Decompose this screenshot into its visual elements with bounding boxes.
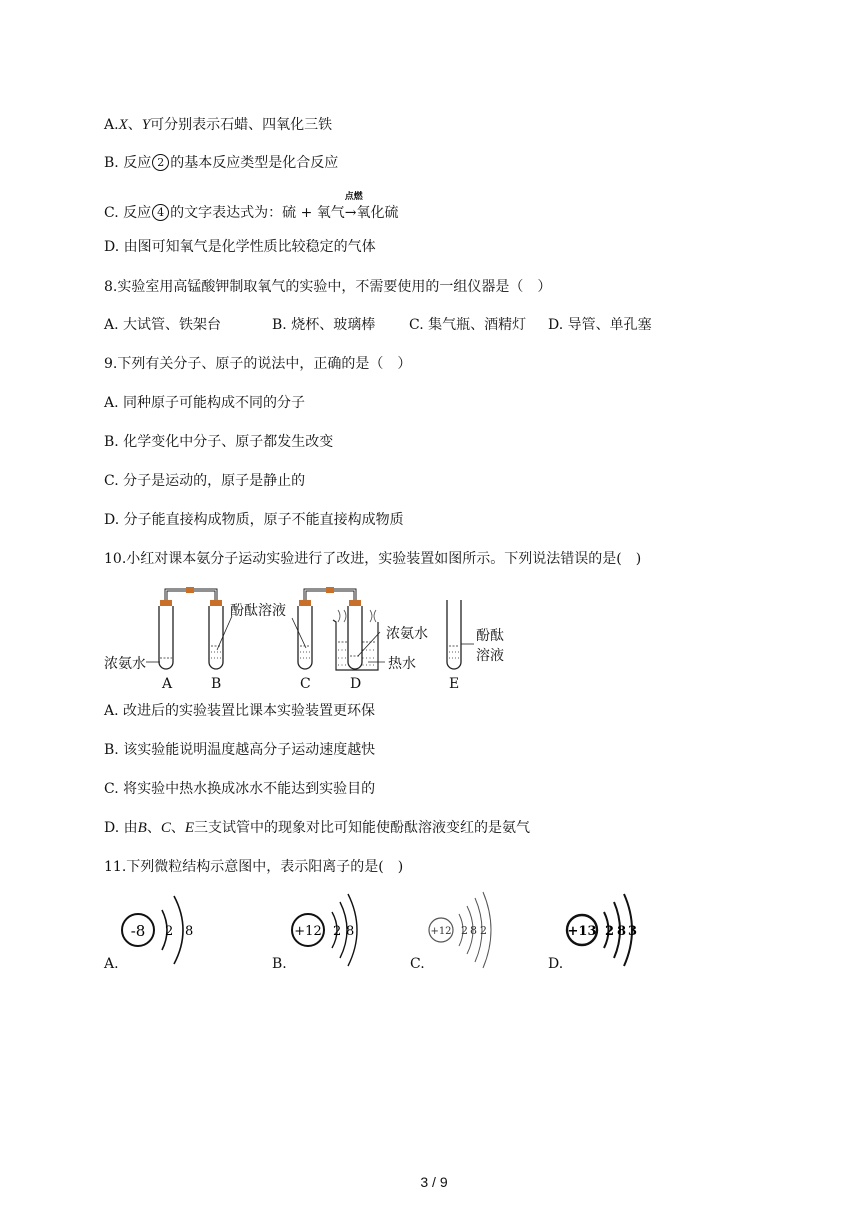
q8-option-b: B. 烧杯、玻璃棒 (272, 317, 376, 333)
diagram-label-b: B. (272, 956, 287, 972)
var-c: C (160, 820, 171, 836)
circled-number: 2 (152, 154, 169, 171)
q8-stem: 8.实验室用高锰酸钾制取氧气的实验中，不需要使用的一组仪器是（ ） (104, 279, 552, 295)
reaction-arrow (344, 192, 363, 223)
option-text: 三支试管中的现象对比可知能使酚酞溶液变红的是氨气 (194, 820, 530, 836)
shell-electrons: 8 (346, 924, 355, 939)
option-text: 的基本反应类型是化合反应 (170, 155, 339, 171)
diagram-label-a: A. (104, 956, 119, 972)
reactant-oxygen: 氧气 (316, 205, 345, 221)
label-ammonia-left: 浓氨水 (104, 656, 146, 672)
circled-number: 4 (152, 204, 169, 221)
q7-option-d: D. 由图可知氧气是化学性质比较稳定的气体 (104, 239, 376, 255)
reaction-condition: 点燃 (344, 192, 363, 202)
label-tube-c: C (300, 676, 311, 692)
option-text: 可分别表示石蜡、四氧化三铁 (150, 117, 333, 133)
q8-option-a: A. 大试管、铁架台 (104, 317, 222, 333)
shell-electrons: 3 (628, 924, 638, 939)
nucleus-charge: +12 (430, 926, 452, 937)
diagram-label-d: D. (548, 956, 564, 972)
q8-option-c: C. 集气瓶、酒精灯 (409, 317, 527, 333)
atom-diagram-d (562, 890, 652, 970)
var-b: B (137, 820, 147, 836)
shell-electrons: 8 (470, 924, 477, 937)
option-label: A. (104, 117, 119, 133)
nucleus-charge: +12 (294, 924, 322, 939)
label-phenol-e-line1: 酚酞 (476, 628, 504, 644)
q9-option-c: C. 分子是运动的，原子是静止的 (104, 473, 306, 489)
nucleus-charge: +13 (567, 924, 597, 939)
q10-option-d (104, 818, 530, 838)
test-tube-b (209, 600, 232, 669)
option-text: 的文字表达式为：硫 (170, 205, 297, 221)
atom-diagram-a (118, 890, 208, 970)
label-phenol-e-line2: 溶液 (476, 648, 504, 664)
q9-stem: 9.下列有关分子、原子的说法中，正确的是（ ） (104, 356, 412, 372)
label-tube-b: B (211, 676, 222, 692)
diagram-label-c: C. (410, 956, 425, 972)
separator: 、 (146, 820, 161, 836)
plus-sign: + (296, 205, 317, 221)
q10-option-a: A. 改进后的实验装置比课本实验装置更环保 (104, 703, 376, 719)
label-hot-water: 热水 (388, 656, 416, 672)
var-y: Y (141, 117, 151, 133)
q10-stem: 10.小红对课本氨分子运动实验进行了改进，实验装置如图所示。下列说法错误的是( ) (104, 551, 642, 567)
q9-option-a: A. 同种原子可能构成不同的分子 (104, 395, 306, 411)
clamp-icon (326, 587, 334, 593)
q10-option-c: C. 将实验中热水换成冰水不能达到实验目的 (104, 781, 376, 797)
atom-diagram-b (288, 890, 378, 970)
page-number: 3 / 9 (420, 1174, 448, 1190)
var-x: X (118, 117, 128, 133)
q7-option-a (104, 115, 332, 135)
label-ammonia-right: 浓氨水 (386, 626, 428, 642)
q7-option-b (104, 153, 338, 173)
shell-electrons: 2 (165, 924, 174, 939)
label-tube-a: A (162, 676, 173, 692)
shell-electrons: 2 (461, 924, 468, 937)
q7-option-c (104, 192, 399, 223)
label-tube-d: D (350, 676, 362, 692)
separator: 、 (170, 820, 185, 836)
shell-electrons: 2 (480, 924, 487, 937)
q8-option-d: D. 导管、单孔塞 (548, 317, 652, 333)
atom-diagram-c (425, 890, 505, 970)
q10-option-b: B. 该实验能说明温度越高分子运动速度越快 (104, 742, 376, 758)
beaker-with-test-tube-d (333, 600, 385, 670)
shell-electrons: 8 (185, 924, 194, 939)
option-label: C. 反应 (104, 205, 152, 221)
var-e: E (184, 820, 194, 836)
option-label: B. 反应 (104, 155, 152, 171)
arrow-icon: → (344, 205, 357, 221)
q9-option-b: B. 化学变化中分子、原子都发生改变 (104, 434, 334, 450)
test-tube-e (447, 600, 474, 669)
q9-option-d: D. 分子能直接构成物质，原子不能直接构成物质 (104, 512, 404, 528)
product-text: 氧化硫 (356, 205, 399, 221)
separator: 、 (127, 117, 142, 133)
shell-electrons: 2 (333, 924, 342, 939)
test-tube-c (292, 600, 312, 669)
clamp-icon (186, 587, 194, 593)
shell-electrons: 8 (617, 924, 627, 939)
option-label: D. 由 (104, 820, 138, 836)
label-tube-e: E (449, 676, 460, 692)
shell-electrons: 2 (605, 924, 615, 939)
q11-stem: 11.下列微粒结构示意图中，表示阳离子的是( ) (104, 859, 404, 875)
nucleus-charge: -8 (130, 922, 146, 940)
test-tube-a (146, 600, 173, 669)
label-phenolphthalein: 酚酞溶液 (230, 603, 286, 619)
